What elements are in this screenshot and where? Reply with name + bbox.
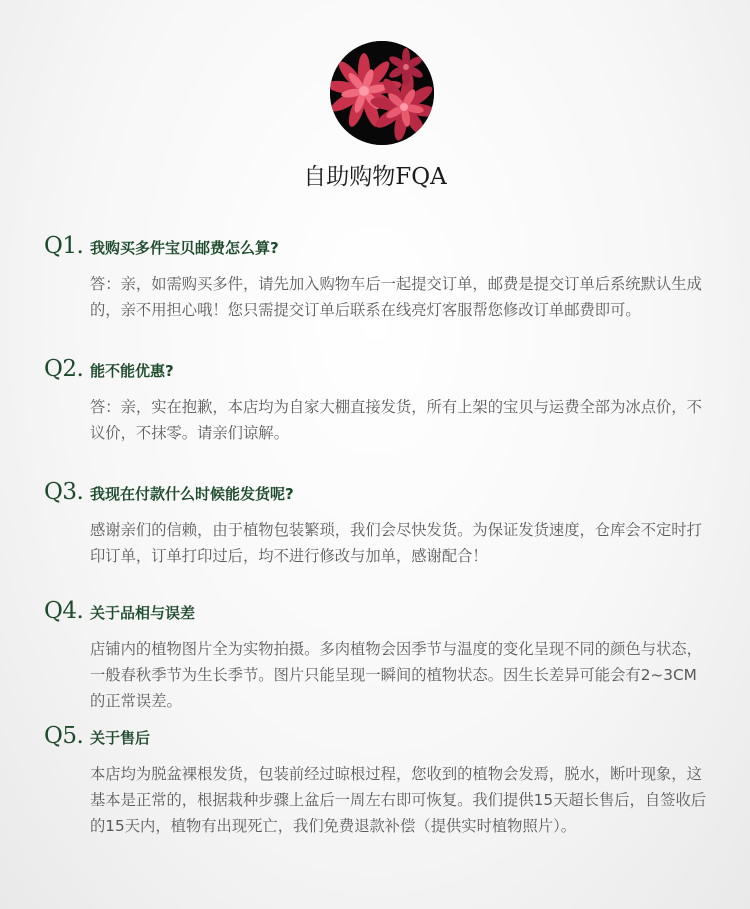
question-title: 我购买多件宝贝邮费怎么算?: [90, 239, 279, 257]
faq-item-q1: [44, 233, 714, 323]
question-number: Q2.: [44, 356, 84, 382]
question-title: 能不能优惠?: [90, 362, 174, 380]
answer-text: 感谢亲们的信赖，由于植物包装繁琐，我们会尽快发货。为保证发货速度，仓库会不定时打印订单，订单打印过后，均不进行修改与加单，感谢配合！: [90, 521, 702, 565]
succulent-plant-icon: [330, 41, 434, 145]
faq-item-q3: [44, 479, 714, 569]
faq-item-q2: [44, 356, 714, 446]
answer-text: 店铺内的植物图片全为实物拍摄。多肉植物会因季节与温度的变化呈现不同的颜色与状态，一般春秋季节为生长季节。图片只能呈现一瞬间的植物状态。因生长差异可能会有2~3CM的正常误差。: [90, 640, 702, 710]
question-number: Q3.: [44, 479, 84, 505]
question-title: 关于品相与误差: [90, 604, 196, 622]
page-title: 自助购物FQA: [303, 164, 447, 190]
answer-text: 答：亲，实在抱歉，本店均为自家大棚直接发货，所有上架的宝贝与运费全部为冰点价，不议价，不抹零。请亲们谅解。: [90, 398, 702, 442]
question-number: Q5.: [44, 723, 84, 749]
faq-item-q5: [44, 723, 714, 839]
question-title: 我现在付款什么时候能发货呢?: [90, 485, 294, 503]
question-number: Q4.: [44, 598, 84, 624]
answer-text: 本店均为脱盆裸根发货，包装前经过晾根过程，您收到的植物会发焉，脱水，断叶现象，这基本是正常的，根据栽种步骤上盆后一周左右即可恢复。我们提供15天超长售后，自签收后的15天内，植物有出现死亡，我们免费退款补偿（提供实时植物照片）。: [90, 765, 707, 835]
faq-item-q4: [44, 598, 714, 714]
question-title: 关于售后: [90, 729, 151, 747]
question-number: Q1.: [44, 233, 84, 259]
answer-text: 答：亲，如需购买多件，请先加入购物车后一起提交订单，邮费是提交订单后系统默认生成的，亲不用担心哦！您只需提交订单后联系在线亮灯客服帮您修改订单邮费即可。: [90, 275, 702, 319]
